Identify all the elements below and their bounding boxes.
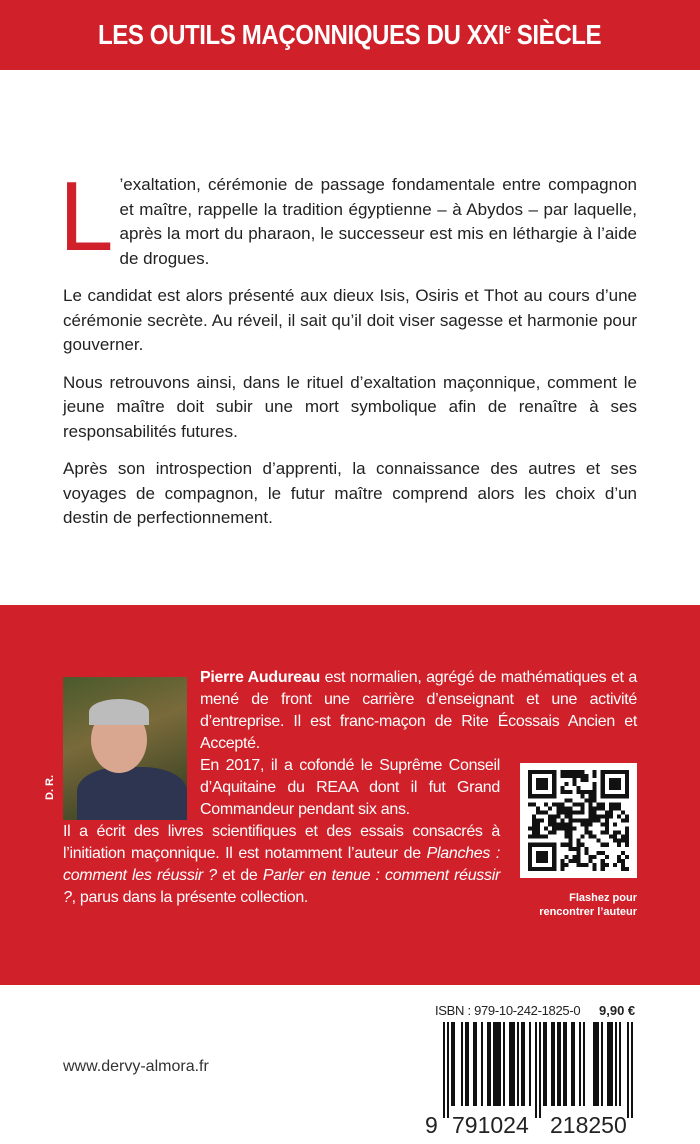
publisher-url[interactable]: www.dervy-almora.fr — [63, 1058, 209, 1075]
barcode — [443, 1022, 633, 1118]
series-title: LES OUTILS MAÇONNIQUES DU XXIe SIÈCLE — [98, 19, 602, 50]
photo-credit: D. R. — [44, 774, 56, 800]
qr-caption: Flashez pour rencontrer l’auteur — [539, 892, 637, 918]
paragraph: Nous retrouvons ainsi, dans le rituel d’exaltation maçonnique, comment le jeune maître doit subir une mort symbolique afin de renaître à ses responsabilités futures. — [63, 372, 637, 441]
bio-text-2: En 2017, il a cofondé le Suprême Conseil d’Aquitaine du REAA dont il fut Grand Commandeur pendant six ans. — [200, 757, 500, 818]
qr-code[interactable] — [520, 763, 637, 878]
paragraph: Après son introspection d’apprenti, la connaissance des autres et ses voyages de compagnon, le futur maître comprend alors les choix d’un destin de perfectionnement. — [63, 459, 637, 527]
bio-text-1: Pierre Audureau est normalien, agrégé de mathématiques et a mené de front une carrière d’enseignant et une activité d’entreprise. Il est franc-maçon de Rite Écossais Ancien et Accepté. — [200, 669, 637, 752]
author-photo — [63, 677, 187, 820]
back-cover-blurb: L ’exaltation, cérémonie de passage fondamentale entre compagnon et maître, rappelle la tradition égyptienne – à Abydos – par laquelle, après la mort du pharaon, le successeur est mis en léthargie à l’aide de drogues. Le candidat est alors présenté aux dieux Isis, Osiris et Thot au cours d’une cérémonie secrète. Au réveil, il sait qu’il doit viser sagesse et harmonie pour gouverner. Nous retrouvons ainsi, dans le rituel d’exaltation maçonnique, comment le jeune maître doit subir une mort symbolique afin de renaître à ses responsabilités futures. Après son introspection d’apprenti, la connaissance des autres et ses voyages de compagnon, le futur maître comprend alors les choix d’un destin de perfectionnement. — [63, 173, 637, 544]
price: 9,90 € — [599, 1003, 636, 1018]
drop-cap: L — [59, 161, 114, 271]
bio-text-3: Il a écrit des livres scientifiques et des essais consacrés à l’initiation maçonnique. Il est notamment l’auteur de Planches : comment les réussir ? et de Parler en tenue : comment réussir ?, parus dans la présente collection. — [63, 823, 500, 906]
isbn: ISBN : 979-10-242-1825-0 — [435, 1003, 581, 1018]
paragraph: Le candidat est alors présenté aux dieux Isis, Osiris et Thot au cours d’une cérémonie secrète. Au réveil, il sait qu’il doit viser sagesse et harmonie pour gouverner. — [63, 286, 637, 354]
header-band — [0, 0, 700, 70]
